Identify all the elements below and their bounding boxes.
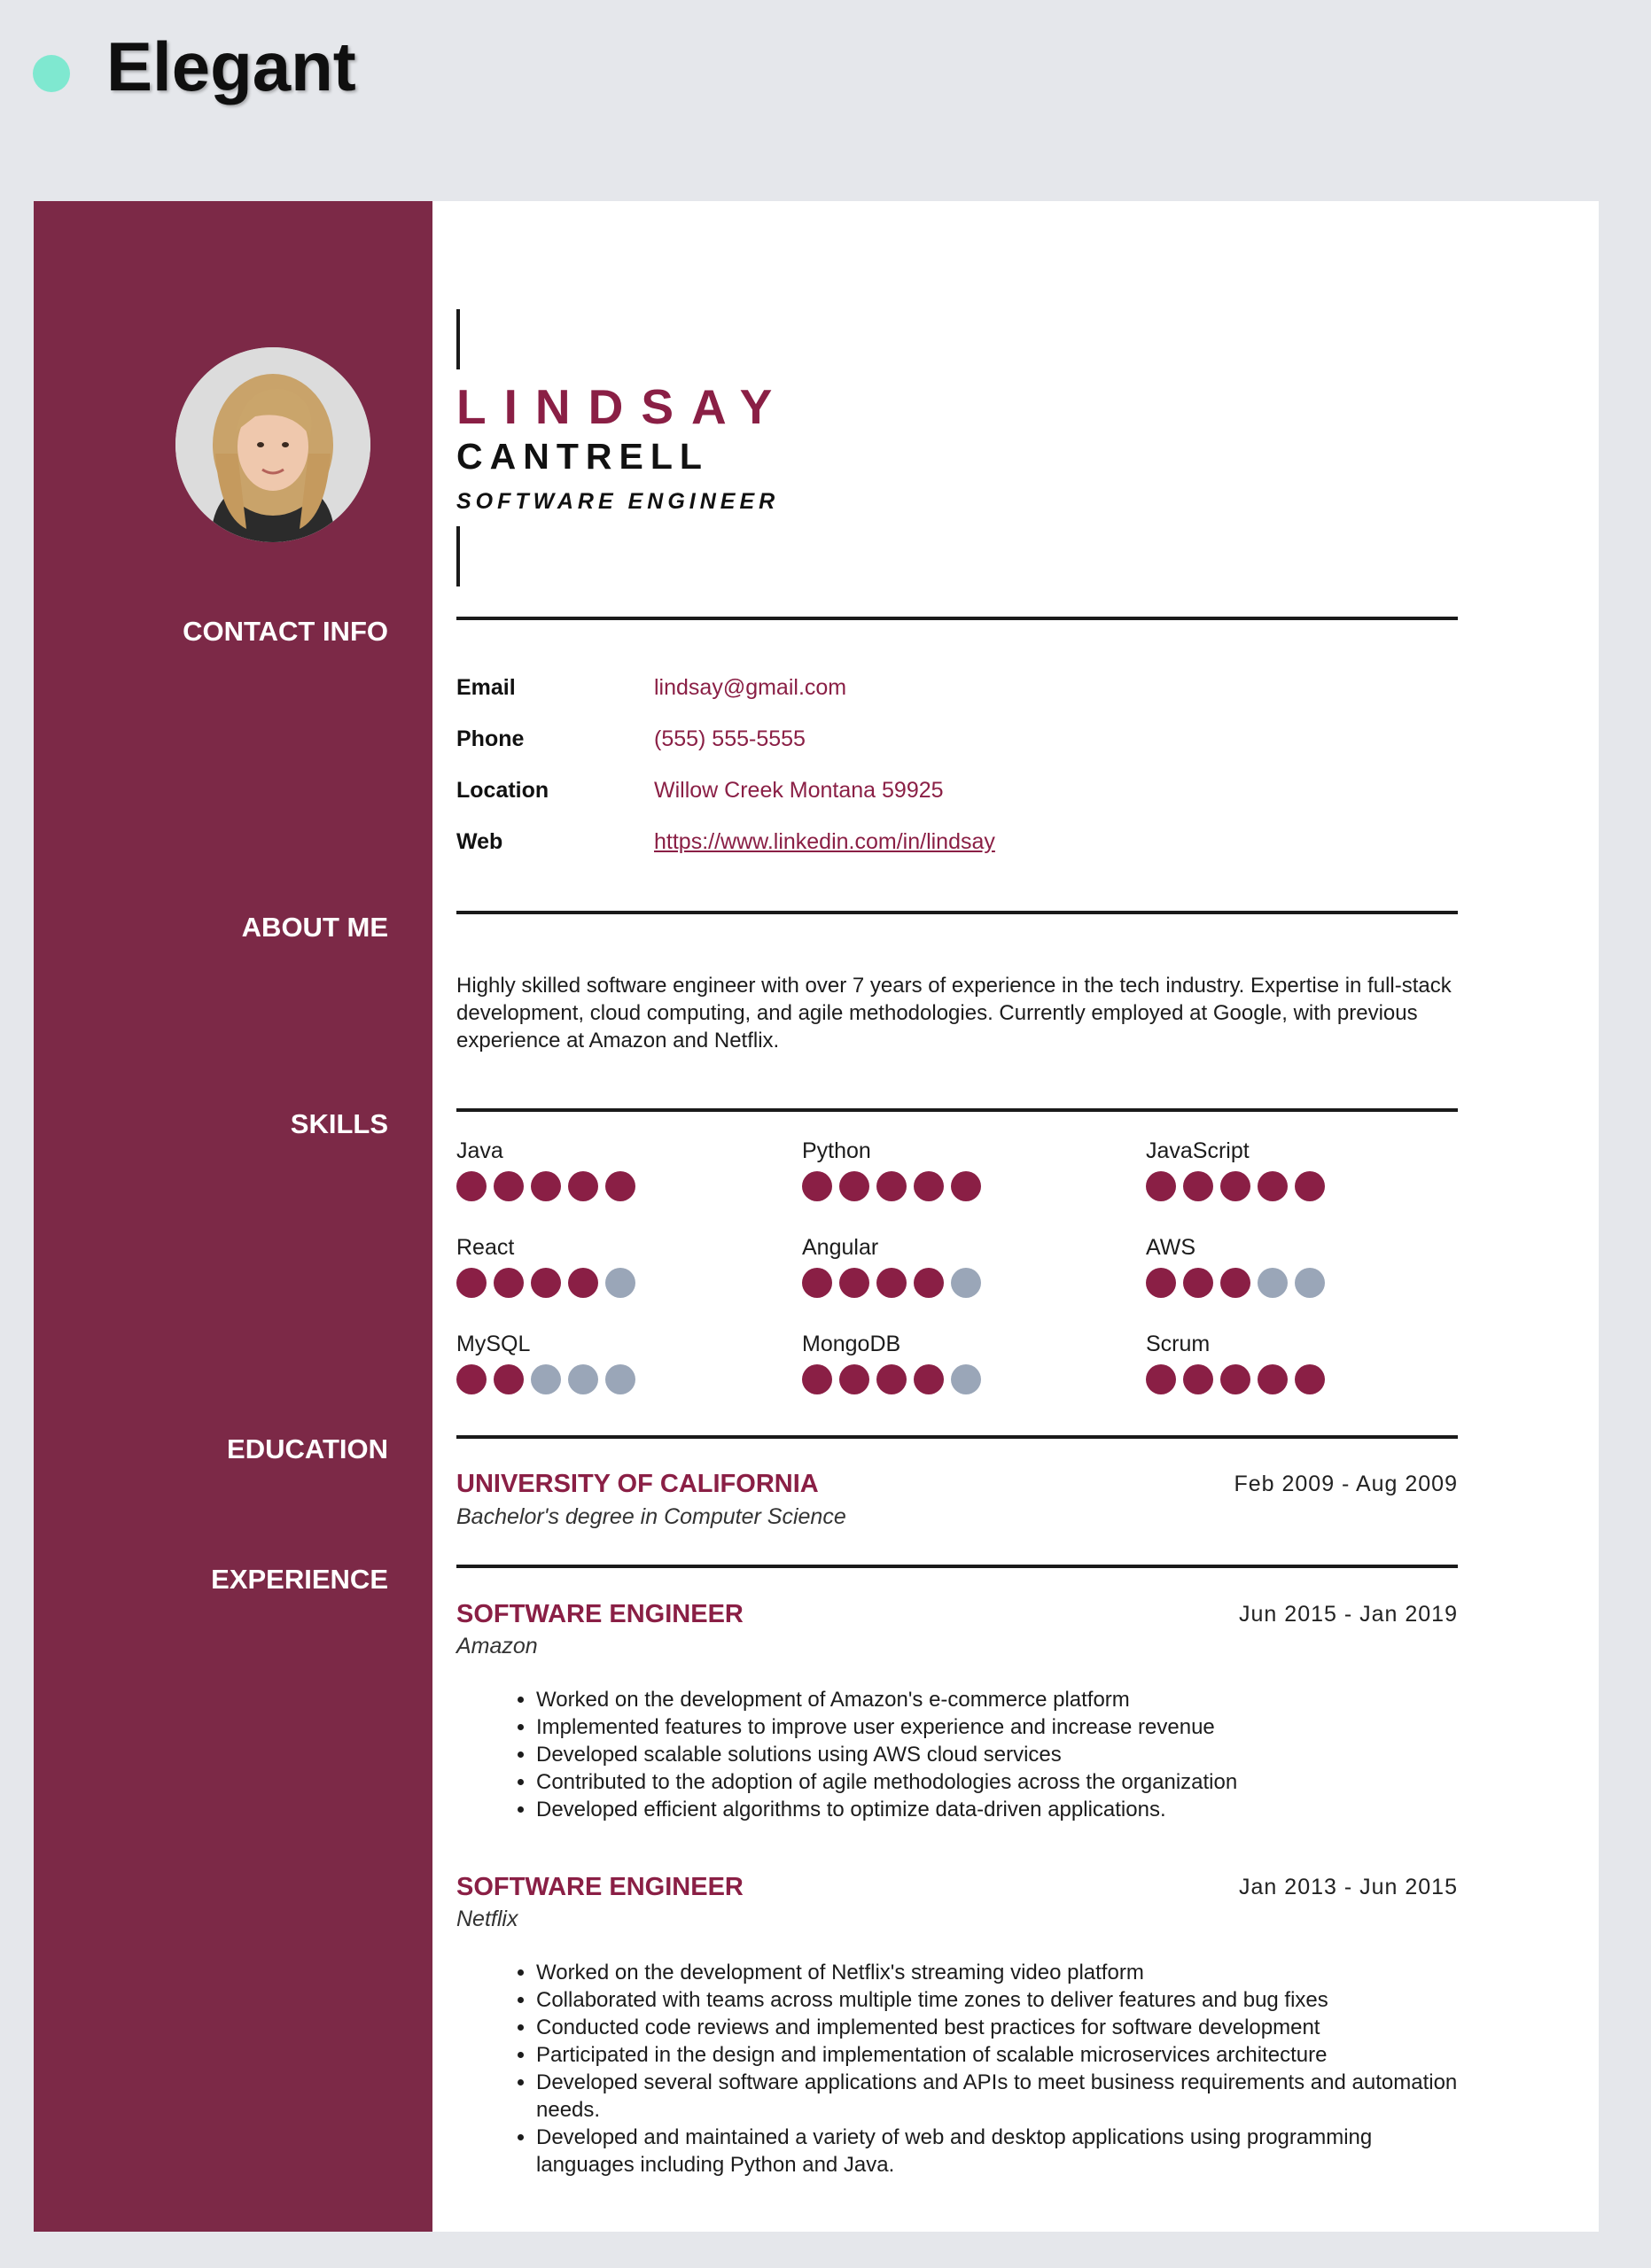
contact-rule (456, 617, 1458, 620)
skill-name: Scrum (1146, 1332, 1211, 1356)
skill-rating (1146, 1171, 1332, 1201)
rating-dot-empty (605, 1364, 635, 1394)
location-value: Willow Creek Montana 59925 (654, 778, 944, 803)
email-link[interactable]: lindsay@gmail.com (654, 675, 847, 700)
rating-dot-filled (456, 1171, 487, 1201)
skill-name: AWS (1146, 1235, 1196, 1260)
skill-name: Java (456, 1138, 503, 1163)
skill-rating (456, 1364, 642, 1394)
rating-dot-empty (531, 1364, 561, 1394)
skill-java (456, 1138, 775, 1200)
contact-key: Web (456, 829, 503, 854)
rating-dot-empty (568, 1364, 598, 1394)
rating-dot-filled (605, 1171, 635, 1201)
phone-link[interactable]: (555) 555-5555 (654, 726, 806, 751)
rating-dot-filled (802, 1171, 832, 1201)
rating-dot-filled (951, 1171, 981, 1201)
skill-mongodb (802, 1332, 1121, 1394)
skill-name: React (456, 1235, 515, 1260)
rating-dot-empty (951, 1364, 981, 1394)
list-item: • Contributed to the adoption of agile methodologies across the organization (536, 1768, 1476, 1796)
skill-javascript (1146, 1138, 1465, 1200)
rating-dot-filled (914, 1364, 944, 1394)
rating-dot-filled (1146, 1364, 1176, 1394)
skill-rating (456, 1171, 642, 1201)
list-item: • Worked on the development of Netflix's streaming video platform (536, 1959, 1476, 1986)
rating-dot-filled (839, 1268, 869, 1298)
skill-react (456, 1235, 775, 1297)
rating-dot-filled (568, 1268, 598, 1298)
rating-dot-filled (1258, 1171, 1288, 1201)
job-dates-1: Jun 2015 - Jan 2019 (1239, 1602, 1458, 1627)
skill-angular (802, 1235, 1121, 1297)
skill-name: JavaScript (1146, 1138, 1250, 1163)
list-item: • Conducted code reviews and implemented best practices for software development (536, 2014, 1476, 2041)
job-company-1: Amazon (456, 1634, 538, 1658)
rating-dot-filled (1295, 1364, 1325, 1394)
rating-dot-empty (1258, 1268, 1288, 1298)
skill-name: MongoDB (802, 1332, 901, 1356)
skill-rating (802, 1268, 988, 1298)
rating-dot-filled (876, 1171, 907, 1201)
name-divider-top (456, 309, 460, 369)
resume-document (34, 201, 1599, 2232)
resume-sidebar (34, 201, 432, 2232)
rating-dot-filled (1258, 1364, 1288, 1394)
contact-info-label: CONTACT INFO (183, 616, 388, 647)
rating-dot-filled (802, 1364, 832, 1394)
heading-dot-icon (33, 55, 70, 92)
resume-main (456, 201, 1493, 2232)
skill-scrum (1146, 1332, 1465, 1394)
rating-dot-filled (1295, 1171, 1325, 1201)
about-text: Highly skilled software engineer with over 7 years of experience in the tech industry. Expertise in full-stack development, cloud computing, and agile methodologies. Currently employed at Google, with previous experience at Amazon and Netflix. (456, 974, 1452, 1052)
about-me-label: ABOUT ME (241, 912, 388, 943)
skill-name: MySQL (456, 1332, 531, 1356)
contact-key: Phone (456, 726, 525, 751)
education-label: EDUCATION (227, 1433, 388, 1464)
about-rule (456, 911, 1458, 914)
list-item: • Developed and maintained a variety of web and desktop applications using programming languages including Python and Java. (536, 2124, 1476, 2179)
rating-dot-filled (531, 1171, 561, 1201)
skill-mysql (456, 1332, 775, 1394)
rating-dot-filled (531, 1268, 561, 1298)
list-item: • Developed several software applications and APIs to meet business requirements and automation needs. (536, 2069, 1476, 2124)
skills-rule (456, 1108, 1458, 1112)
rating-dot-empty (605, 1268, 635, 1298)
rating-dot-filled (494, 1171, 524, 1201)
education-school: UNIVERSITY OF CALIFORNIA (456, 1470, 819, 1498)
skill-rating (1146, 1364, 1332, 1394)
skills-label: SKILLS (290, 1108, 388, 1139)
contact-row-location (456, 778, 1458, 813)
rating-dot-filled (1220, 1171, 1250, 1201)
list-item: • Collaborated with teams across multiple time zones to deliver features and bug fixes (536, 1986, 1476, 2014)
rating-dot-filled (876, 1268, 907, 1298)
rating-dot-filled (456, 1364, 487, 1394)
rating-dot-filled (839, 1364, 869, 1394)
rating-dot-filled (802, 1268, 832, 1298)
rating-dot-filled (839, 1171, 869, 1201)
rating-dot-filled (456, 1268, 487, 1298)
skill-rating (802, 1171, 988, 1201)
job-bullets-2 (510, 1959, 1476, 2179)
first-name: LINDSAY (456, 379, 790, 434)
contact-row-email (456, 675, 1458, 711)
rating-dot-filled (494, 1364, 524, 1394)
skill-name: Angular (802, 1235, 879, 1260)
list-item: • Participated in the design and implementation of scalable microservices architecture (536, 2041, 1476, 2069)
last-name: CANTRELL (456, 436, 709, 477)
job-dates-2: Jan 2013 - Jun 2015 (1239, 1875, 1458, 1899)
contact-row-phone (456, 726, 1458, 762)
rating-dot-filled (494, 1268, 524, 1298)
rating-dot-filled (568, 1171, 598, 1201)
rating-dot-filled (1146, 1268, 1176, 1298)
rating-dot-empty (1295, 1268, 1325, 1298)
contact-key: Email (456, 675, 516, 700)
rating-dot-filled (1146, 1171, 1176, 1201)
rating-dot-filled (876, 1364, 907, 1394)
page-title: Elegant (106, 27, 356, 105)
rating-dot-filled (914, 1268, 944, 1298)
list-item: • Implemented features to improve user experience and increase revenue (536, 1713, 1476, 1741)
skill-name: Python (802, 1138, 871, 1163)
list-item: • Worked on the development of Amazon's e-commerce platform (536, 1686, 1476, 1713)
rating-dot-filled (1220, 1268, 1250, 1298)
job-title-1: SOFTWARE ENGINEER (456, 1600, 744, 1628)
skill-rating (1146, 1268, 1332, 1298)
job-title: SOFTWARE ENGINEER (456, 489, 780, 514)
experience-label: EXPERIENCE (211, 1564, 388, 1595)
rating-dot-filled (1183, 1171, 1213, 1201)
rating-dot-filled (1183, 1268, 1213, 1298)
rating-dot-empty (951, 1268, 981, 1298)
rating-dot-filled (1183, 1364, 1213, 1394)
experience-rule (456, 1565, 1458, 1568)
skill-rating (802, 1364, 988, 1394)
rating-dot-filled (1220, 1364, 1250, 1394)
job-company-2: Netflix (456, 1907, 518, 1931)
job-title-2: SOFTWARE ENGINEER (456, 1873, 744, 1901)
education-dates: Feb 2009 - Aug 2009 (1234, 1472, 1458, 1496)
skill-aws (1146, 1235, 1465, 1297)
list-item: • Developed scalable solutions using AWS cloud services (536, 1741, 1476, 1768)
education-rule (456, 1435, 1458, 1439)
web-link[interactable]: https://www.linkedin.com/in/lindsay (654, 829, 995, 854)
contact-key: Location (456, 778, 549, 803)
rating-dot-filled (914, 1171, 944, 1201)
skill-rating (456, 1268, 642, 1298)
name-divider-bottom (456, 526, 460, 586)
education-degree: Bachelor's degree in Computer Science (456, 1504, 846, 1529)
contact-row-web (456, 829, 1458, 865)
skill-python (802, 1138, 1121, 1200)
list-item: • Developed efficient algorithms to optimize data-driven applications. (536, 1796, 1476, 1823)
avatar-portrait-icon (175, 347, 370, 542)
job-bullets-1 (510, 1686, 1476, 1823)
avatar (175, 347, 370, 542)
